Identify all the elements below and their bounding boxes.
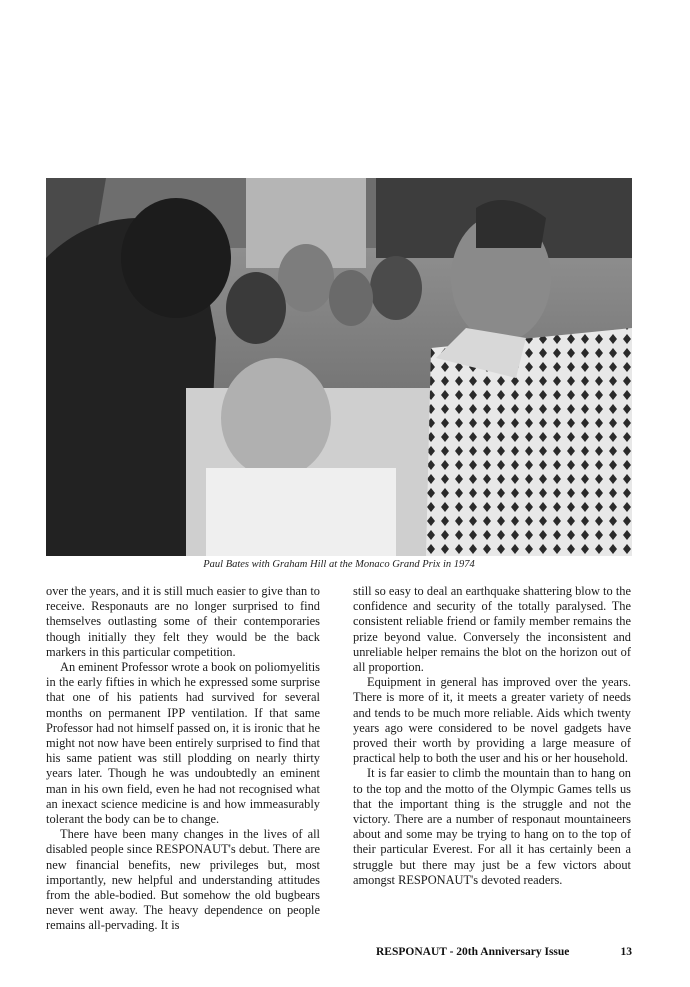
article-left-column xyxy=(46,584,320,934)
paragraph: over the years, and it is still much easier to give than to receive. Responauts are no longer surprised to find themselves outlasting some of their contemporaries though initially they felt they would be the back markers in this particular competition. xyxy=(46,584,320,659)
photo-illustration xyxy=(46,178,632,556)
paragraph: still so easy to deal an earthquake shattering blow to the confidence and security of the totally paralysed. The consistent reliable friend or family member remains the prize beyond value. Conversely the inconsistent and unreliable helper remains the blot on the horizon out of all proportion. xyxy=(353,584,631,675)
page-number: 13 xyxy=(620,946,632,958)
photo-caption: Paul Bates with Graham Hill at the Monaco Grand Prix in 1974 xyxy=(203,559,475,570)
paragraph: Equipment in general has improved over the years. There is more of it, it meets a greater variety of needs and tends to be much more reliable. Aids which twenty years ago were considered to be novel gadgets have proved their worth by providing a large measure of practical help to both the user and his or her household. xyxy=(353,675,631,766)
paragraph: It is far easier to climb the mountain than to hang on to the top and the motto of the Olympic Games tells us that the important thing is the struggle and not the victory. There are a number of responaut mountaineers about and some may be trying to hang on to the top of their particular Everest. For all it has certainly been a struggle but there may just be a few victors about amongst RESPONAUT's devoted readers. xyxy=(353,766,631,887)
paragraph: An eminent Professor wrote a book on poliomyelitis in the early fifties in which he expressed some surprise that one of his patients had survived for several months on permanent IPP ventilation. If that same Professor had not himself passed on, it is ironic that he might not now have been entirely surprised to find that his same patient was still plodding on nearly thirty years later. Though he was undoubtedly an eminent man in his own field, even he had not recognised what an inexact science medicine is and how immeasurably tolerant the body can be to change. xyxy=(46,660,320,827)
publication-title: RESPONAUT - 20th Anniversary Issue xyxy=(376,946,570,958)
article-right-column xyxy=(353,584,631,888)
paragraph: There have been many changes in the lives of all disabled people since RESPONAUT's debut. There are new financial benefits, new privileges but, most importantly, new helpful and understanding attitudes from the able-bodied. But somehow the old bugbears never went away. The heavy dependence on people remains all-pervading. It is xyxy=(46,827,320,933)
photo-paul-bates-graham-hill xyxy=(46,178,632,556)
